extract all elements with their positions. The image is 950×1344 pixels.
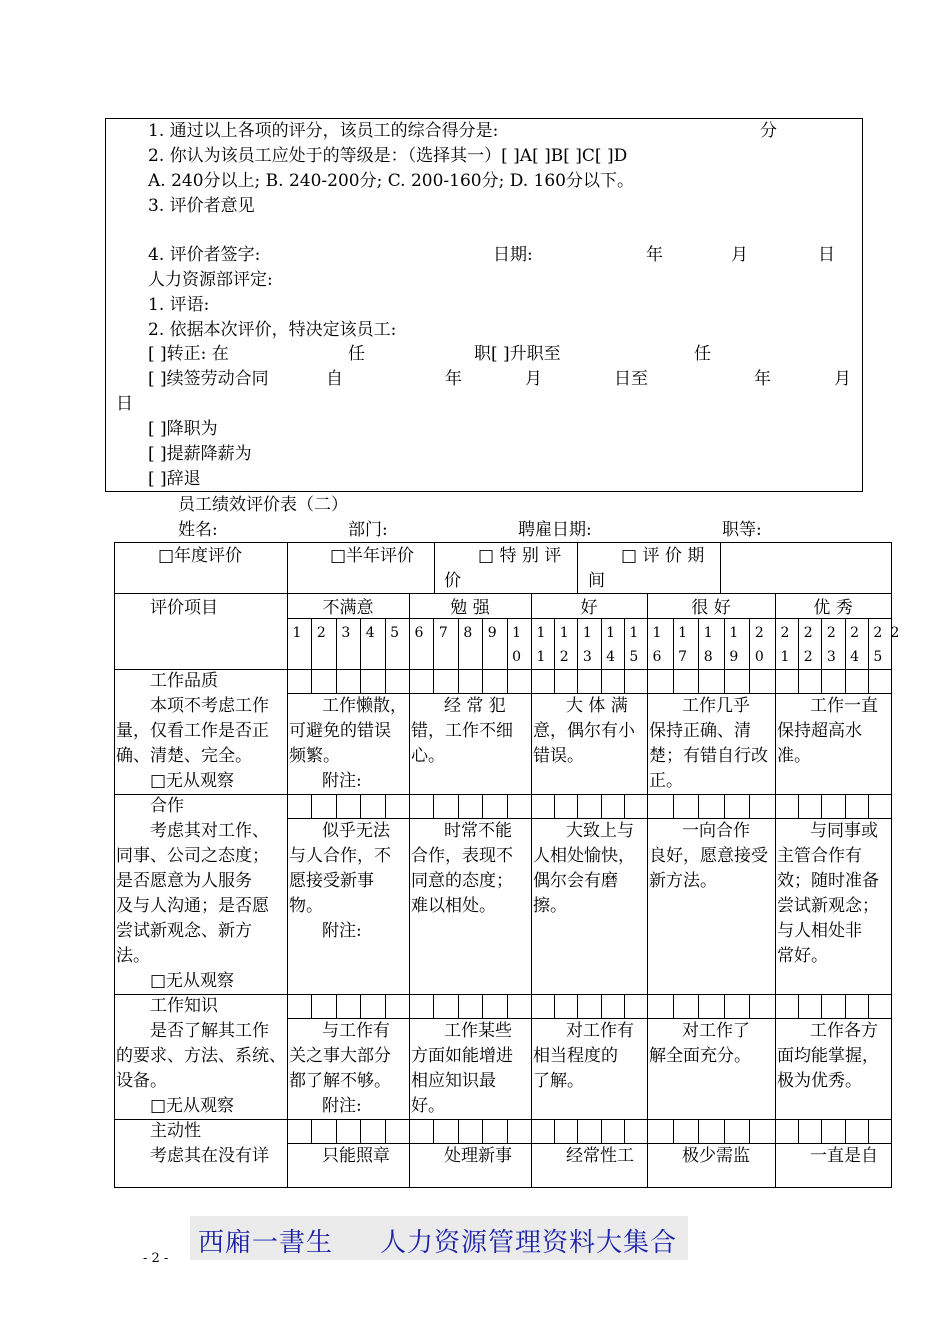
score-number: 1 [652, 625, 662, 641]
level-col-line [647, 593, 648, 1188]
score-number: 1 [678, 625, 688, 641]
score-number: 3 [341, 625, 351, 641]
option-dismiss: [ ]辞退 [148, 469, 201, 489]
score-number: 2 [754, 625, 764, 641]
level-col-line [409, 593, 410, 1188]
score-number: 1 [512, 625, 522, 641]
strip-col-line [798, 669, 799, 693]
level-desc: 极少需监 [682, 1146, 750, 1166]
level-col-line [775, 593, 776, 1188]
level-desc: 擦。 [533, 896, 567, 916]
renew-day-to: 日至 [614, 369, 648, 389]
strip-col-line [577, 1119, 578, 1143]
level-desc: 工作懒散， [322, 696, 407, 716]
strip-col-line [845, 794, 846, 818]
strip-col-line [433, 669, 434, 693]
renew-month-2: 月 [834, 369, 851, 389]
strip-col-line [868, 1119, 869, 1143]
date-label: 日期: [493, 245, 533, 265]
strip-col-line [507, 669, 508, 693]
strip-col-line [311, 669, 312, 693]
option-renew: [ ]续签劳动合同 [148, 369, 269, 389]
strip-col-line [601, 669, 602, 693]
section-line [114, 994, 891, 995]
strip-col-line [507, 994, 508, 1018]
level-desc: 经常性工 [566, 1146, 634, 1166]
renew-year: 年 [445, 369, 462, 389]
footer-banner [190, 1216, 688, 1260]
strip-col-line [624, 794, 625, 818]
level-desc: 与人相处非 [777, 921, 862, 941]
level-desc: 意，偶尔有小 [533, 721, 635, 741]
level-desc: 与人合作，不 [289, 846, 391, 866]
strip-col-line [749, 994, 750, 1018]
level-desc: 大致上与 [566, 821, 634, 841]
level-desc: 工作一直 [810, 696, 878, 716]
section-name: 合作 [150, 796, 184, 816]
score-number: 2 [890, 625, 900, 641]
level-desc: 良好，愿意接受 [649, 846, 768, 866]
score-number: 2 [803, 625, 813, 641]
strip-col-line [336, 794, 337, 818]
level-desc: 愿接受新事 [289, 871, 374, 891]
level-desc: 工作某些 [444, 1021, 512, 1041]
score-number: 8 [703, 649, 713, 665]
type-period: □ 评 价 期 [621, 546, 705, 566]
score-number: 2 [826, 625, 836, 641]
score-number: 2 [780, 625, 790, 641]
score-col-line [821, 618, 822, 669]
level-desc: 关之事大部分 [289, 1046, 391, 1066]
level-desc: 主管合作有 [777, 846, 862, 866]
strip-col-line [458, 994, 459, 1018]
score-number: 1 [536, 649, 546, 665]
score-number: 5 [390, 625, 400, 641]
strip-col-line [458, 794, 459, 818]
strip-col-line [673, 1119, 674, 1143]
level-desc: 偶尔会有磨 [533, 871, 618, 891]
score-number: 7 [438, 625, 448, 641]
score-number: 5 [873, 649, 883, 665]
strip-col-line [311, 794, 312, 818]
score-number: 1 [780, 649, 790, 665]
level-desc: 效；随时准备 [777, 871, 879, 891]
strip-col-line [624, 1119, 625, 1143]
section-desc: 是否愿意为人服务 [116, 871, 252, 891]
summary-line-2: 2. 你认为该员工应处于的等级是：（选择其一）[ ]A[ ]B[ ]C[ ]D [148, 146, 628, 166]
level-desc: 只能照章 [322, 1146, 390, 1166]
strip-col-line [577, 794, 578, 818]
strip-col-line [798, 794, 799, 818]
score-number: 7 [678, 649, 688, 665]
level-desc: 一向合作 [682, 821, 750, 841]
level-desc: 准。 [777, 746, 811, 766]
strip-col-line [749, 669, 750, 693]
score-number: 1 [629, 625, 639, 641]
score-col-line [507, 618, 508, 669]
no-observation: □无从观察 [150, 971, 235, 991]
table-col-line [287, 542, 288, 593]
score-col-line [845, 618, 846, 669]
section-desc: 是否了解其工作 [150, 1021, 269, 1041]
strip-col-line [482, 669, 483, 693]
section-line [114, 1119, 891, 1120]
option-promote: 职[ ]升职至 [474, 344, 561, 364]
comment-label: 1. 评语: [148, 295, 210, 315]
score-number: 1 [582, 625, 592, 641]
strip-col-line [554, 794, 555, 818]
score-col-line [724, 618, 725, 669]
table-border-left [114, 542, 115, 1188]
level-header: 很 好 [691, 598, 731, 618]
renew-month: 月 [525, 369, 542, 389]
level-desc: 保持正确、清 [649, 721, 751, 741]
summary-unit: 分 [760, 121, 777, 141]
strip-col-line [673, 994, 674, 1018]
level-desc: 正。 [649, 771, 683, 791]
level-desc: 对工作有 [566, 1021, 634, 1041]
level-desc: 人相处愉快， [533, 846, 635, 866]
form-title: 员工绩效评价表（二） [178, 495, 348, 515]
table-col-line [434, 542, 435, 593]
score-col-line [458, 618, 459, 669]
footer-title: 人力资源管理资料大集合 [380, 1228, 678, 1258]
score-number: 1 [559, 625, 569, 641]
score-number: 1 [292, 625, 302, 641]
strip-col-line [458, 669, 459, 693]
month-label: 月 [731, 245, 748, 265]
strip-col-line [385, 669, 386, 693]
strip-col-line [724, 669, 725, 693]
strip-col-line [458, 1119, 459, 1143]
renew-from: 自 [326, 369, 343, 389]
strip-col-line [433, 1119, 434, 1143]
level-header: 优 秀 [813, 598, 853, 618]
strip-col-line [601, 994, 602, 1018]
level-desc: 都了解不够。 [289, 1071, 391, 1091]
level-desc: 经 常 犯 [444, 696, 506, 716]
strip-col-line [868, 669, 869, 693]
section-desc: 同事、公司之态度； [116, 846, 269, 866]
note-label: 附注: [322, 1096, 362, 1116]
score-col-line [749, 618, 750, 669]
level-desc: 合作，表现不 [411, 846, 513, 866]
score-number: 2 [873, 625, 883, 641]
level-desc: 极为优秀。 [777, 1071, 862, 1091]
strip-col-line [698, 1119, 699, 1143]
level-desc: 可避免的错误 [289, 721, 391, 741]
type-period-cont: 间 [588, 571, 605, 591]
score-col-line [482, 618, 483, 669]
section-name: 工作知识 [150, 996, 218, 1016]
section-name: 工作品质 [150, 671, 218, 691]
strip-col-line [336, 1119, 337, 1143]
level-desc: 一直是自 [810, 1146, 878, 1166]
strip-col-line [385, 994, 386, 1018]
name-label: 姓名: [178, 520, 218, 540]
level-desc: 方面如能增进 [411, 1046, 513, 1066]
strip-col-line [482, 794, 483, 818]
decision-label: 2. 依据本次评价，特决定该员工: [148, 320, 397, 340]
strip-col-line [601, 1119, 602, 1143]
strip-col-line [482, 994, 483, 1018]
strip-col-line [507, 1119, 508, 1143]
strip-col-line [845, 669, 846, 693]
summary-line-4: 3. 评价者意见 [148, 196, 255, 216]
strip-col-line [821, 794, 822, 818]
strip-col-line [868, 794, 869, 818]
score-number: 5 [629, 649, 639, 665]
summary-line-3: A. 240分以上; B. 240-200分; C. 200-160分; D. 160分以下。 [148, 171, 634, 191]
strip-col-line [749, 1119, 750, 1143]
score-col-line [577, 618, 578, 669]
level-desc: 保持超高水 [777, 721, 862, 741]
strip-col-line [336, 994, 337, 1018]
level-header: 不满意 [322, 598, 374, 618]
score-number: 1 [536, 625, 546, 641]
level-desc: 同意的态度； [411, 871, 513, 891]
strip-col-line [601, 794, 602, 818]
level-desc: 处理新事 [444, 1146, 512, 1166]
strip-col-line [554, 669, 555, 693]
level-desc: 物。 [289, 896, 323, 916]
level-desc: 频繁。 [289, 746, 340, 766]
strip-col-line [845, 994, 846, 1018]
strip-col-line [724, 994, 725, 1018]
strip-col-line [698, 994, 699, 1018]
renew-day-2: 日 [116, 394, 133, 414]
strip-col-line [798, 994, 799, 1018]
score-number: 9 [729, 649, 739, 665]
level-desc: 对工作了 [682, 1021, 750, 1041]
strip-col-line [360, 994, 361, 1018]
strip-col-line [433, 994, 434, 1018]
strip-col-line [673, 669, 674, 693]
option-promote-post: 任 [694, 344, 711, 364]
score-col-line [554, 618, 555, 669]
score-col-line [601, 618, 602, 669]
level-desc: 难以相处。 [411, 896, 496, 916]
level-desc: 工作几乎 [682, 696, 750, 716]
score-number: 4 [606, 649, 616, 665]
strip-col-line [724, 794, 725, 818]
strip-col-line [311, 994, 312, 1018]
type-annual: □年度评价 [158, 546, 243, 566]
level-desc: 似乎无法 [322, 821, 390, 841]
strip-col-line [360, 794, 361, 818]
level-desc: 楚；有错自行改 [649, 746, 768, 766]
level-desc: 时常不能 [444, 821, 512, 841]
strip-col-line [577, 669, 578, 693]
option-confirm-post: 任 [348, 344, 365, 364]
level-desc: 相当程度的 [533, 1046, 618, 1066]
level-header: 勉 强 [450, 598, 490, 618]
strip-col-line [554, 1119, 555, 1143]
score-number: 2 [316, 625, 326, 641]
section-line [114, 794, 891, 795]
section-desc: 尝试新观念、新方 [116, 921, 252, 941]
table-col-line [577, 542, 578, 593]
hr-title: 人力资源部评定: [148, 270, 273, 290]
section-desc: 设备。 [116, 1071, 167, 1091]
type-special: □ 特 别 评 [478, 546, 562, 566]
strip-col-line [385, 794, 386, 818]
table-col-line [720, 542, 721, 593]
score-col-line [868, 618, 869, 669]
score-number: 4 [850, 649, 860, 665]
item-header: 评价项目 [150, 598, 218, 618]
renew-year-2: 年 [754, 369, 771, 389]
score-number: 6 [414, 625, 424, 641]
score-col-line [311, 618, 312, 669]
strip-col-line [385, 1119, 386, 1143]
level-desc: 解全面充分。 [649, 1046, 751, 1066]
strip-col-line [798, 1119, 799, 1143]
level-col-line [287, 593, 288, 1188]
level-desc: 常好。 [777, 946, 828, 966]
level-col-line [531, 593, 532, 1188]
strip-col-line [749, 794, 750, 818]
level-desc: 尝试新观念； [777, 896, 879, 916]
score-number: 2 [803, 649, 813, 665]
type-special-cont: 价 [444, 571, 461, 591]
strip-col-line [724, 1119, 725, 1143]
level-desc: 错误。 [533, 746, 584, 766]
section-desc: 的要求、方法、系统、 [116, 1046, 286, 1066]
level-desc: 心。 [411, 746, 445, 766]
strip-col-line [868, 994, 869, 1018]
hire-date-label: 聘雇日期: [518, 520, 592, 540]
section-desc: 法。 [116, 946, 150, 966]
option-salary: [ ]提薪降薪为 [148, 444, 252, 464]
section-desc: 考虑其对工作、 [150, 821, 269, 841]
score-col-line [624, 618, 625, 669]
day-label: 日 [818, 245, 835, 265]
no-observation: □无从观察 [150, 771, 235, 791]
strip-col-line [360, 669, 361, 693]
strip-col-line [698, 669, 699, 693]
score-col-line [360, 618, 361, 669]
table-border-top [114, 542, 891, 543]
strip-col-line [360, 1119, 361, 1143]
no-observation: □无从观察 [150, 1096, 235, 1116]
type-half: □半年评价 [330, 546, 415, 566]
score-number: 4 [365, 625, 375, 641]
strip-col-line [821, 669, 822, 693]
score-number: 2 [559, 649, 569, 665]
level-desc: 错，工作不细 [411, 721, 513, 741]
strip-col-line [577, 994, 578, 1018]
note-label: 附注: [322, 771, 362, 791]
score-col-line [798, 618, 799, 669]
strip-col-line [845, 1119, 846, 1143]
score-number: 1 [729, 625, 739, 641]
page-number: - 2 - [143, 1251, 169, 1266]
score-number: 6 [652, 649, 662, 665]
level-desc: 大 体 满 [566, 696, 628, 716]
score-number: 1 [606, 625, 616, 641]
note-label: 附注: [322, 921, 362, 941]
score-number: 9 [487, 625, 497, 641]
strip-col-line [624, 994, 625, 1018]
section-desc: 及与人沟通；是否愿 [116, 896, 269, 916]
strip-col-line [311, 1119, 312, 1143]
level-desc: 好。 [411, 1096, 445, 1116]
section-desc: 量，仅看工作是否正 [116, 721, 269, 741]
score-col-line [385, 618, 386, 669]
score-number: 3 [582, 649, 592, 665]
strip-col-line [554, 994, 555, 1018]
level-desc: 相应知识最 [411, 1071, 496, 1091]
section-desc: 考虑其在没有详 [150, 1146, 269, 1166]
strip-col-line [336, 669, 337, 693]
strip-col-line [507, 794, 508, 818]
dept-label: 部门: [348, 520, 388, 540]
score-col-line [336, 618, 337, 669]
score-col-line [673, 618, 674, 669]
score-col-line [698, 618, 699, 669]
strip-col-line [624, 669, 625, 693]
section-desc: 本项不考虑工作 [150, 696, 269, 716]
section-desc: 确、清楚、完全。 [116, 746, 252, 766]
level-desc: 了解。 [533, 1071, 584, 1091]
score-col-line [433, 618, 434, 669]
signature-label: 4. 评价者签字: [148, 245, 261, 265]
score-number: 0 [754, 649, 764, 665]
level-desc: 工作各方 [810, 1021, 878, 1041]
score-number: 3 [826, 649, 836, 665]
section-name: 主动性 [150, 1121, 201, 1141]
level-desc: 面均能掌握， [777, 1046, 879, 1066]
level-desc: 新方法。 [649, 871, 717, 891]
footer-author: 西廂一書生 [198, 1228, 334, 1258]
score-number: 1 [703, 625, 713, 641]
grade-label: 职等: [722, 520, 762, 540]
option-demote: [ ]降职为 [148, 419, 218, 439]
strip-col-line [821, 1119, 822, 1143]
strip-col-line [433, 794, 434, 818]
strip-col-line [698, 794, 699, 818]
option-confirm: [ ]转正: 在 [148, 344, 229, 364]
score-number: 0 [512, 649, 522, 665]
score-number: 8 [463, 625, 473, 641]
strip-col-line [673, 794, 674, 818]
year-label: 年 [646, 245, 663, 265]
strip-col-line [821, 994, 822, 1018]
level-header: 好 [580, 598, 598, 618]
level-desc: 与同事或 [810, 821, 878, 841]
level-desc: 与工作有 [322, 1021, 390, 1041]
strip-col-line [482, 1119, 483, 1143]
score-number: 2 [850, 625, 860, 641]
summary-line-1: 1. 通过以上各项的评分，该员工的综合得分是: [148, 121, 499, 141]
